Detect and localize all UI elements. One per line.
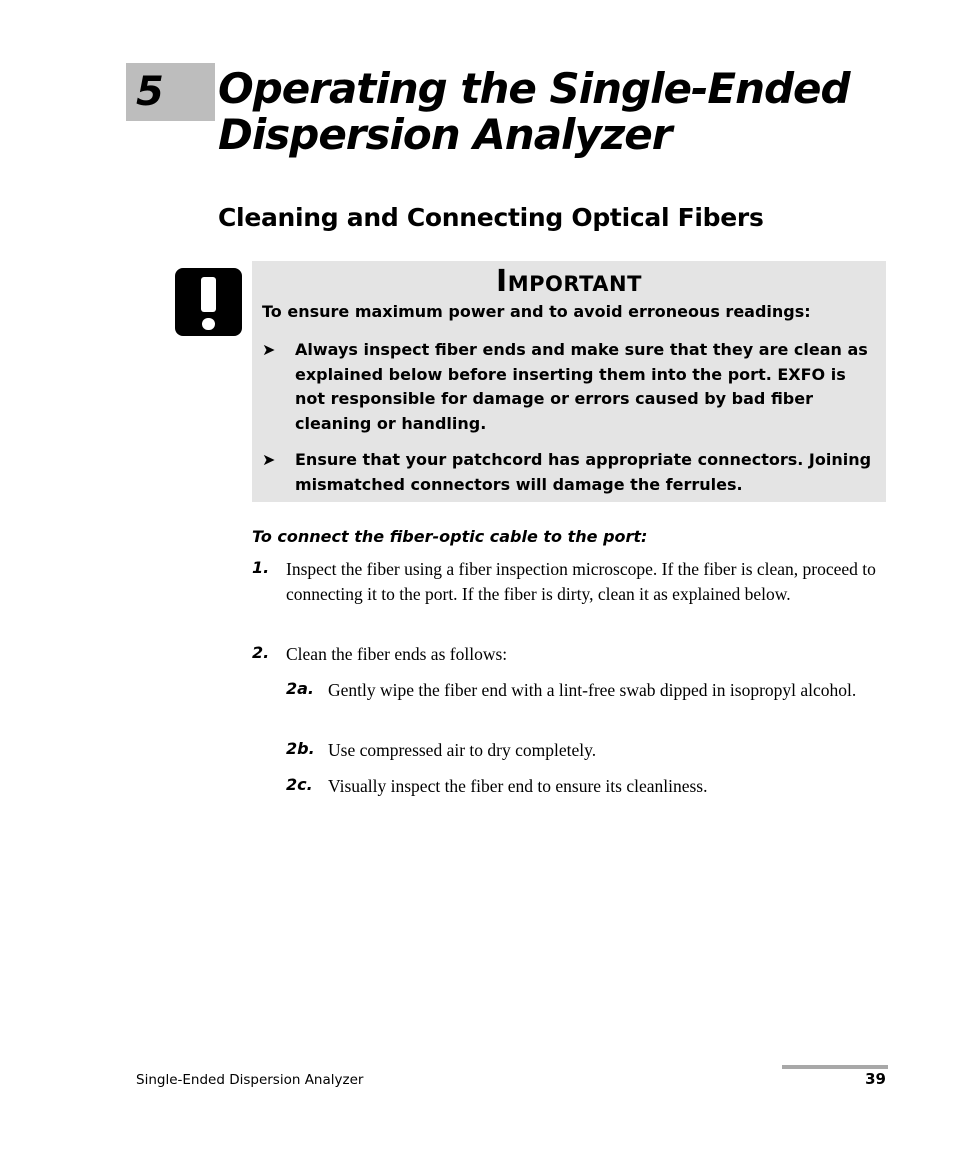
important-intro: To ensure maximum power and to avoid erroneous readings: — [262, 302, 811, 321]
bullet-arrow-icon: ➤ — [262, 340, 276, 359]
important-bullet — [262, 338, 877, 436]
step-text: Clean the fiber ends as follows: — [286, 644, 508, 664]
procedure-heading: To connect the fiber-optic cable to the port: — [252, 527, 648, 546]
important-bullet — [262, 448, 877, 497]
important-bullet-text: Ensure that your patchcord has appropriate connectors. Joining mismatched connectors will damage the ferrules. — [295, 450, 872, 494]
substep-number: 2b. — [286, 739, 315, 758]
substep-text: Use compressed air to dry completely. — [328, 740, 597, 760]
procedure-substep — [286, 678, 886, 703]
substep-number: 2c. — [286, 775, 313, 794]
procedure-step — [252, 642, 886, 667]
important-bullet-text: Always inspect fiber ends and make sure that they are clean as explained below before inserting them into the port. EXFO is not responsible for damage or errors caused by bad fiber cleaning or handling. — [295, 340, 868, 433]
substep-number: 2a. — [286, 679, 315, 698]
bullet-arrow-icon: ➤ — [262, 450, 276, 469]
procedure-substep — [286, 738, 886, 763]
chapter-number: 5 — [136, 69, 164, 115]
important-notice — [252, 261, 886, 502]
chapter-title: Operating the Single-Ended Dispersion Analyzer — [218, 64, 850, 159]
exclamation-icon — [175, 268, 242, 336]
procedure-step — [252, 557, 886, 606]
step-number: 2. — [252, 643, 270, 662]
exclamation-bar — [201, 277, 216, 312]
step-number: 1. — [252, 558, 270, 577]
footer-title: Single-Ended Dispersion Analyzer — [136, 1072, 364, 1088]
important-title: Important — [496, 264, 642, 299]
footer-rule — [782, 1065, 888, 1069]
section-heading: Cleaning and Connecting Optical Fibers — [218, 203, 764, 232]
step-text: Inspect the fiber using a fiber inspection microscope. If the fiber is clean, proceed to connecting it to the port. If the fiber is dirty, clean it as explained below. — [286, 559, 876, 604]
page-number: 39 — [865, 1070, 886, 1088]
substep-text: Gently wipe the fiber end with a lint-free swab dipped in isopropyl alcohol. — [328, 680, 857, 700]
exclamation-dot — [202, 318, 215, 330]
substep-text: Visually inspect the fiber end to ensure its cleanliness. — [328, 776, 708, 796]
procedure-substep — [286, 774, 886, 799]
